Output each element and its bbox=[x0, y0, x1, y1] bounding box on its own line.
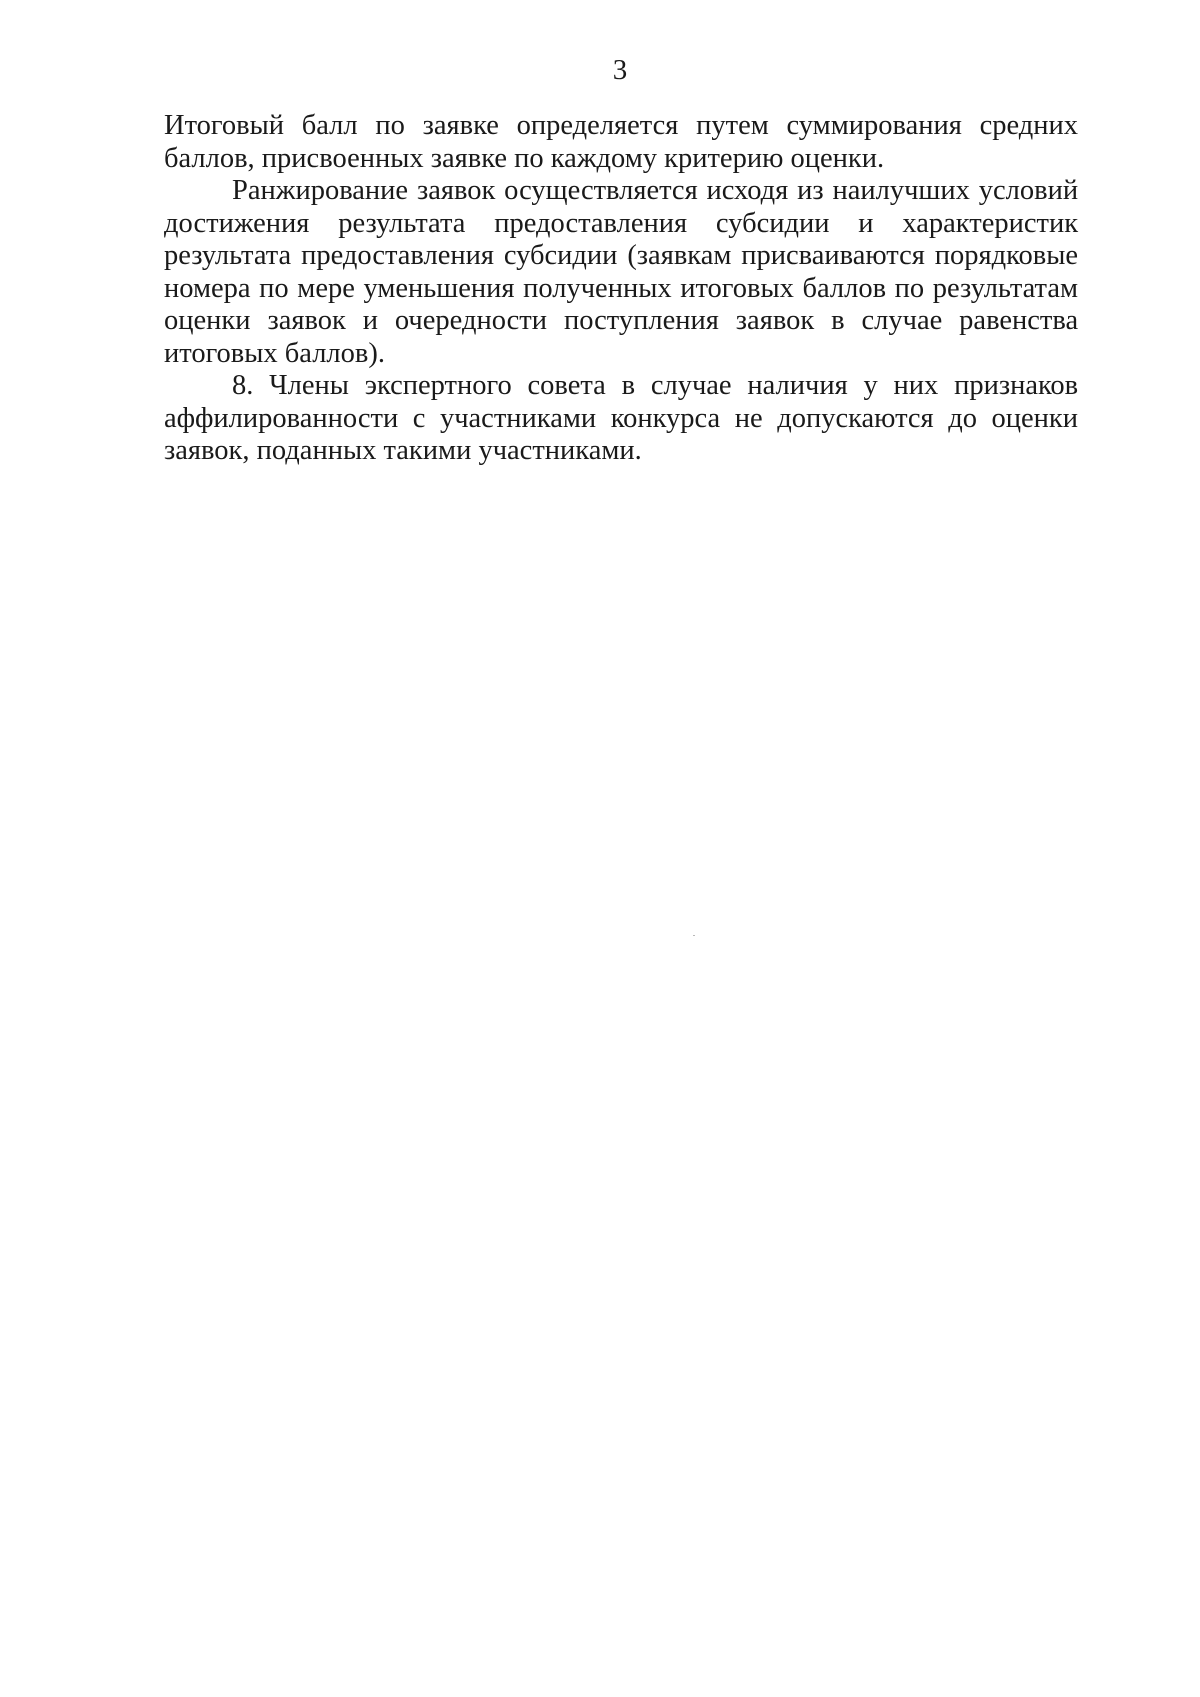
text-line: аффилированности с участниками конкурса не допускаются до оценки bbox=[164, 402, 1079, 434]
text-line: номера по мере уменьшения полученных итоговых баллов по результатам bbox=[164, 272, 1079, 304]
text-line: Ранжирование заявок осуществляется исходя из наилучших условий bbox=[232, 175, 1079, 206]
text-line: 8. Члены экспертного совета в случае наличия у них признаков bbox=[232, 370, 1079, 401]
text-line: результата предоставления субсидии (заявкам присваиваются порядковые bbox=[164, 240, 1079, 271]
paragraph-final-score bbox=[164, 110, 1078, 175]
text-line: оценки заявок и очередности поступления заявок в случае равенства bbox=[164, 305, 1079, 336]
text-line: баллов, присвоенных заявке по каждому критерию оценки. bbox=[164, 142, 885, 174]
text-line: итоговых баллов). bbox=[164, 337, 385, 369]
document-body bbox=[164, 110, 1078, 468]
paragraph-item-8 bbox=[164, 370, 1078, 468]
page-number: 3 bbox=[612, 54, 628, 86]
text-line: Итоговый балл по заявке определяется путем суммирования средних bbox=[164, 110, 1079, 141]
text-line: достижения результата предоставления субсидии и характеристик bbox=[164, 207, 1079, 239]
paragraph-ranking bbox=[164, 175, 1078, 370]
scan-speck bbox=[693, 935, 695, 936]
text-line: заявок, поданных такими участниками. bbox=[164, 435, 642, 466]
